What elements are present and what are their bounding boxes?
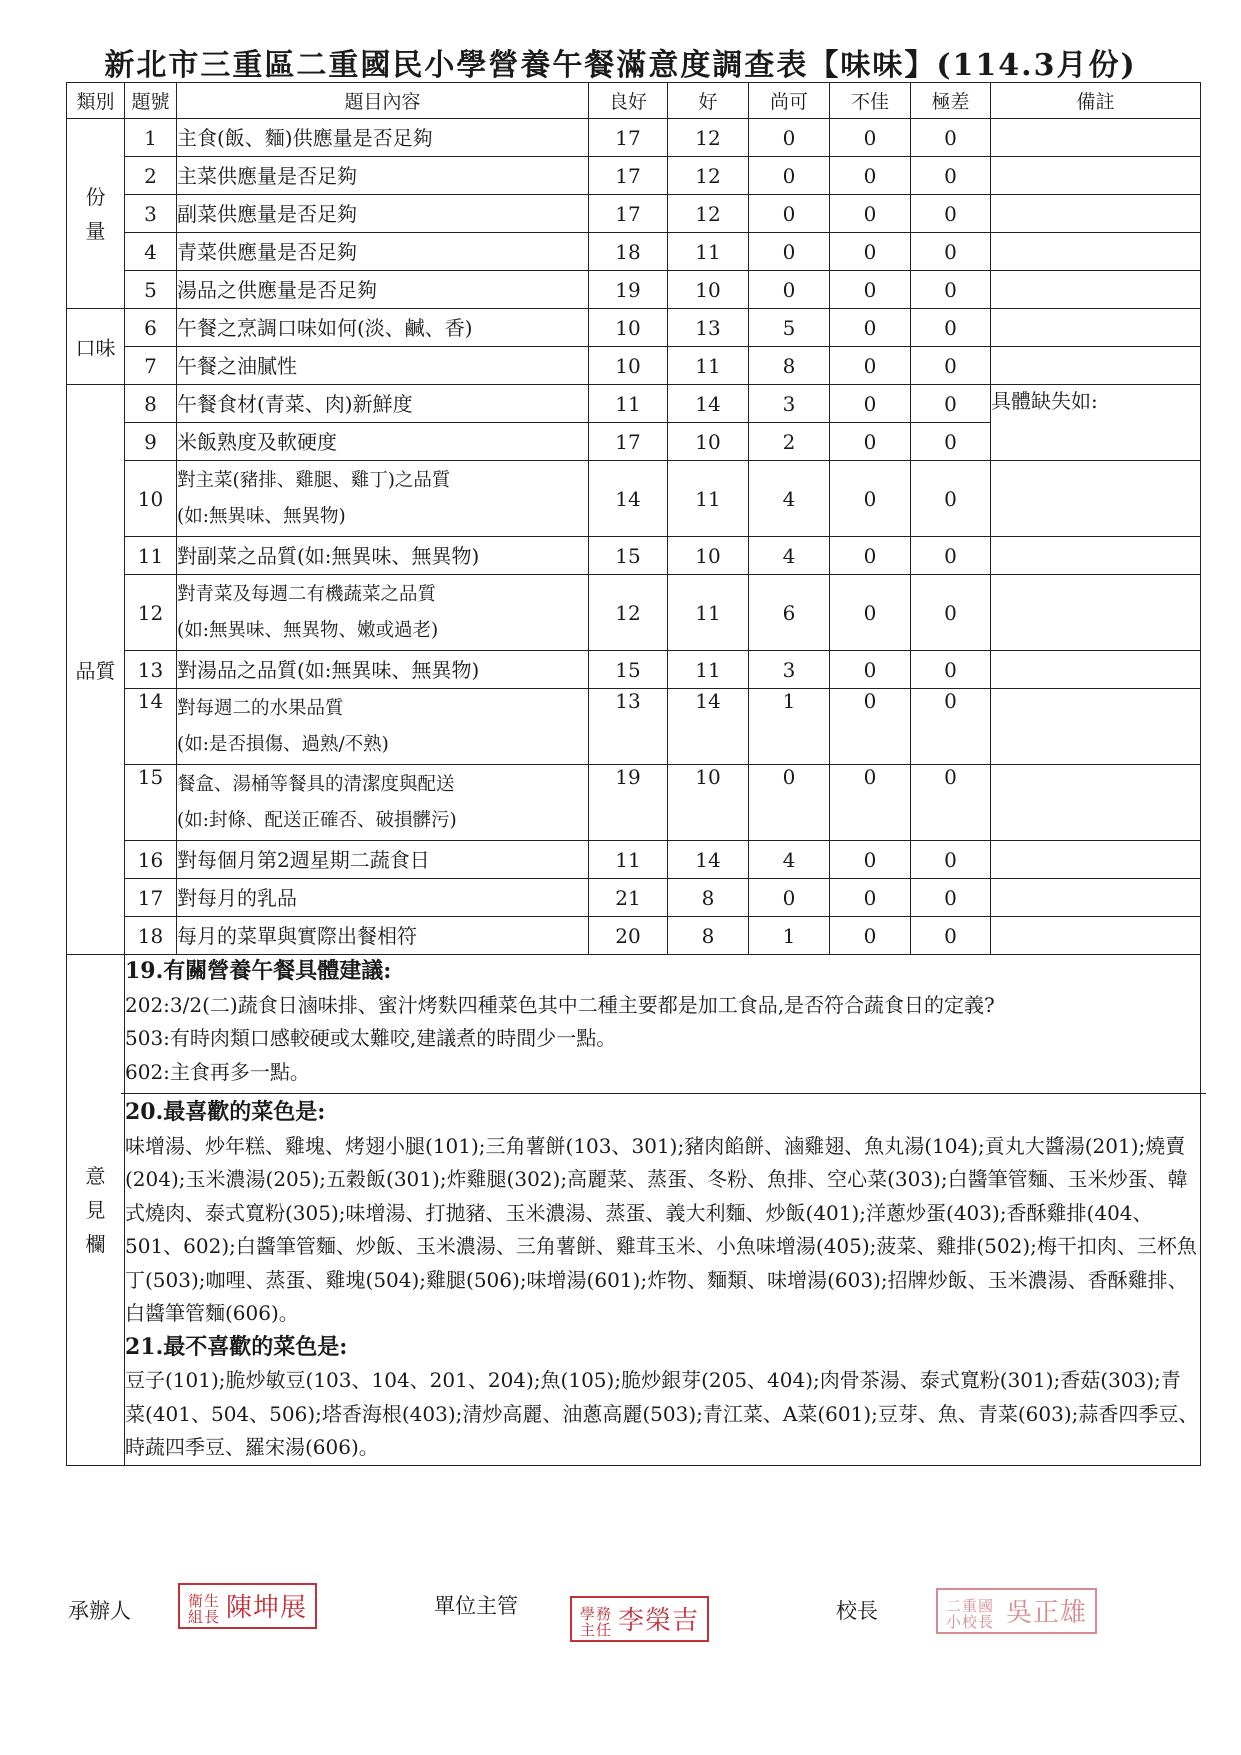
least-favorite-section xyxy=(125,1331,1200,1465)
header-category: 類別 xyxy=(67,83,125,119)
question-line: 主食(飯、麵)供應量是否足夠 xyxy=(177,125,433,150)
category-taste xyxy=(67,309,125,385)
rating-fair-count: 8 xyxy=(749,347,830,385)
rating-very-poor-count: 0 xyxy=(911,575,991,651)
question-number: 12 xyxy=(125,575,177,651)
rating-poor-count: 0 xyxy=(830,119,911,157)
supervisor-stamp-title: 學務主任 xyxy=(580,1605,613,1639)
rating-very-poor-count: 0 xyxy=(911,879,991,917)
question-text xyxy=(177,423,589,461)
rating-very-poor-count: 0 xyxy=(911,765,991,841)
survey-table xyxy=(66,82,1201,1466)
rating-very-poor-count: 0 xyxy=(911,537,991,575)
rating-good-count: 14 xyxy=(668,841,749,879)
rating-good-count: 11 xyxy=(668,575,749,651)
rating-very-poor-count: 0 xyxy=(911,347,991,385)
question-line: 午餐之油膩性 xyxy=(177,353,297,378)
rating-good-count: 14 xyxy=(668,385,749,423)
rating-excellent-count: 14 xyxy=(589,461,668,537)
question-text xyxy=(177,461,589,537)
rating-fair-count: 0 xyxy=(749,119,830,157)
table-row xyxy=(67,461,1201,537)
question-text xyxy=(177,385,589,423)
handler-stamp-name: 陳坤展 xyxy=(226,1593,308,1623)
rating-good-count: 12 xyxy=(668,119,749,157)
rating-very-poor-count: 0 xyxy=(911,271,991,309)
rating-excellent-count: 17 xyxy=(589,195,668,233)
handler-stamp-title: 衛生組長 xyxy=(188,1592,221,1626)
category-label: 意見欄 xyxy=(85,1163,106,1256)
rating-excellent-count: 10 xyxy=(589,347,668,385)
supervisor-label: 單位主管 xyxy=(434,1594,518,1618)
rating-fair-count: 5 xyxy=(749,309,830,347)
rating-very-poor-count: 0 xyxy=(911,157,991,195)
opinion-row xyxy=(67,955,1201,1466)
remarks-cell xyxy=(991,233,1201,271)
remarks-cell xyxy=(991,271,1201,309)
question-text xyxy=(177,157,589,195)
question-line: 午餐食材(青菜、肉)新鮮度 xyxy=(177,391,413,416)
rating-fair-count: 3 xyxy=(749,385,830,423)
question-number: 5 xyxy=(125,271,177,309)
header-rating-very-poor: 極差 xyxy=(911,83,991,119)
question-line: 對每週二的水果品質 xyxy=(177,697,344,719)
rating-poor-count: 0 xyxy=(830,233,911,271)
rating-good-count: 11 xyxy=(668,461,749,537)
question-number: 1 xyxy=(125,119,177,157)
rating-fair-count: 1 xyxy=(749,689,830,765)
rating-fair-count: 4 xyxy=(749,461,830,537)
rating-poor-count: 0 xyxy=(830,309,911,347)
question-text xyxy=(177,347,589,385)
table-row xyxy=(67,841,1201,879)
rating-fair-count: 2 xyxy=(749,423,830,461)
rating-good-count: 10 xyxy=(668,271,749,309)
header-content: 題目內容 xyxy=(177,83,589,119)
rating-poor-count: 0 xyxy=(830,347,911,385)
question-line: (如:封條、配送正確否、破損髒污) xyxy=(177,809,457,831)
question-line: 對青菜及每週二有機蔬菜之品質 xyxy=(177,583,437,605)
rating-very-poor-count: 0 xyxy=(911,233,991,271)
table-row xyxy=(67,765,1201,841)
question-number: 6 xyxy=(125,309,177,347)
question-text xyxy=(177,119,589,157)
header-rating-fair: 尚可 xyxy=(749,83,830,119)
question-text xyxy=(177,575,589,651)
remarks-cell xyxy=(991,879,1201,917)
rating-poor-count: 0 xyxy=(830,461,911,537)
question-text xyxy=(177,917,589,955)
rating-poor-count: 0 xyxy=(830,575,911,651)
rating-very-poor-count: 0 xyxy=(911,461,991,537)
header-remarks: 備註 xyxy=(991,83,1201,119)
rating-fair-count: 0 xyxy=(749,765,830,841)
question-number: 8 xyxy=(125,385,177,423)
question-line: 對每個月第2週星期二蔬食日 xyxy=(177,847,430,872)
rating-excellent-count: 17 xyxy=(589,119,668,157)
supervisor-stamp-name: 李榮吉 xyxy=(618,1606,700,1636)
remarks-cell xyxy=(991,765,1201,841)
table-row xyxy=(67,271,1201,309)
table-row xyxy=(67,119,1201,157)
rating-good-count: 14 xyxy=(668,689,749,765)
rating-very-poor-count: 0 xyxy=(911,423,991,461)
rating-good-count: 11 xyxy=(668,233,749,271)
rating-excellent-count: 20 xyxy=(589,917,668,955)
rating-excellent-count: 13 xyxy=(589,689,668,765)
suggestions-heading: 19.有關營養午餐具體建議: xyxy=(125,958,392,984)
table-row xyxy=(67,385,1201,423)
suggestions-section xyxy=(125,955,1200,1089)
rating-good-count: 11 xyxy=(668,651,749,689)
rating-fair-count: 0 xyxy=(749,879,830,917)
remarks-cell xyxy=(991,537,1201,575)
question-text xyxy=(177,195,589,233)
category-opinion xyxy=(67,955,125,1466)
question-number: 11 xyxy=(125,537,177,575)
question-number: 18 xyxy=(125,917,177,955)
rating-good-count: 12 xyxy=(668,157,749,195)
principal-stamp-title: 二重國小校長 xyxy=(946,1597,995,1631)
page-title: 新北市三重區二重國民小學營養午餐滿意度調查表【味味】(114.3月份) xyxy=(104,48,1137,83)
rating-fair-count: 0 xyxy=(749,157,830,195)
table-row xyxy=(67,575,1201,651)
rating-good-count: 11 xyxy=(668,347,749,385)
question-number: 14 xyxy=(125,689,177,765)
opinion-content xyxy=(125,955,1201,1466)
rating-excellent-count: 15 xyxy=(589,537,668,575)
rating-good-count: 12 xyxy=(668,195,749,233)
question-text xyxy=(177,271,589,309)
handler-stamp xyxy=(178,1583,317,1629)
header-row xyxy=(67,83,1201,119)
rating-poor-count: 0 xyxy=(830,879,911,917)
question-line: 對湯品之品質(如:無異味、無異物) xyxy=(177,657,480,682)
question-line: 青菜供應量是否足夠 xyxy=(177,239,357,264)
question-number: 9 xyxy=(125,423,177,461)
suggestion-item: 202:3/2(二)蔬食日滷味排、蜜汁烤麩四種菜色其中二種主要都是加工食品,是否符合蔬食日的定義? xyxy=(125,992,995,1017)
question-line: 每月的菜單與實際出餐相符 xyxy=(177,923,417,948)
question-text xyxy=(177,689,589,765)
remarks-cell xyxy=(991,195,1201,233)
least-favorite-heading: 21.最不喜歡的菜色是: xyxy=(125,1333,348,1360)
question-number: 15 xyxy=(125,765,177,841)
handler-label: 承辦人 xyxy=(68,1599,131,1623)
rating-poor-count: 0 xyxy=(830,689,911,765)
question-number: 13 xyxy=(125,651,177,689)
rating-excellent-count: 17 xyxy=(589,423,668,461)
table-row xyxy=(67,157,1201,195)
rating-fair-count: 6 xyxy=(749,575,830,651)
question-line: 米飯熟度及軟硬度 xyxy=(177,429,337,454)
rating-fair-count: 4 xyxy=(749,841,830,879)
rating-excellent-count: 10 xyxy=(589,309,668,347)
suggestion-item: 602:主食再多一點。 xyxy=(125,1059,310,1084)
question-number: 2 xyxy=(125,157,177,195)
rating-excellent-count: 21 xyxy=(589,879,668,917)
question-line: 湯品之供應量是否足夠 xyxy=(177,277,377,302)
rating-fair-count: 4 xyxy=(749,537,830,575)
question-line: 副菜供應量是否足夠 xyxy=(177,201,357,226)
rating-very-poor-count: 0 xyxy=(911,917,991,955)
rating-fair-count: 3 xyxy=(749,651,830,689)
rating-poor-count: 0 xyxy=(830,385,911,423)
question-text xyxy=(177,651,589,689)
rating-excellent-count: 11 xyxy=(589,841,668,879)
remarks-cell xyxy=(991,461,1201,537)
header-rating-excellent: 良好 xyxy=(589,83,668,119)
table-row xyxy=(67,195,1201,233)
rating-good-count: 10 xyxy=(668,537,749,575)
rating-poor-count: 0 xyxy=(830,157,911,195)
rating-excellent-count: 12 xyxy=(589,575,668,651)
question-text xyxy=(177,765,589,841)
rating-poor-count: 0 xyxy=(830,765,911,841)
question-text xyxy=(177,309,589,347)
category-label: 份量 xyxy=(85,184,106,243)
rating-poor-count: 0 xyxy=(830,271,911,309)
favorite-dishes-text: 味增湯、炒年糕、雞塊、烤翅小腿(101);三角薯餅(103、301);豬肉餡餅、滷雞翅、魚丸湯(104);貢丸大醬湯(201);燒賣(204);玉米濃湯(205);五穀飯(301);炸雞腿(302);高麗菜、蒸蛋、冬粉、魚排、空心菜(303);白醬筆管麵、玉米炒蛋、韓式燒肉、泰式寬粉(305);味增湯、打拋豬、玉米濃湯、蒸蛋、義大利麵、炒飯(401);洋蔥炒蛋(403);香酥雞排(404、501、602);白醬筆管麵、炒飯、玉米濃湯、三角薯餅、雞茸玉米、小魚味增湯(405);菠菜、雞排(502);梅干扣肉、三杯魚丁(503);咖哩、蒸蛋、雞塊(504);雞腿(506);味增湯(601);炸物、麵類、味增湯(603);招牌炒飯、玉米濃湯、香酥雞排、白醬筆管麵(606)。 xyxy=(125,1133,1197,1325)
remarks-note: 具體缺失如: xyxy=(991,385,1201,461)
rating-excellent-count: 19 xyxy=(589,765,668,841)
question-line: 主菜供應量是否足夠 xyxy=(177,163,357,188)
header-number: 題號 xyxy=(125,83,177,119)
table-row xyxy=(67,347,1201,385)
question-line: 餐盒、湯桶等餐具的清潔度與配送 xyxy=(177,773,455,795)
question-number: 7 xyxy=(125,347,177,385)
remarks-cell xyxy=(991,157,1201,195)
remarks-cell xyxy=(991,689,1201,765)
remarks-cell xyxy=(991,347,1201,385)
rating-fair-count: 0 xyxy=(749,233,830,271)
rating-good-count: 8 xyxy=(668,879,749,917)
table-row xyxy=(67,233,1201,271)
rating-excellent-count: 18 xyxy=(589,233,668,271)
rating-very-poor-count: 0 xyxy=(911,651,991,689)
question-number: 4 xyxy=(125,233,177,271)
question-line: 對每月的乳品 xyxy=(177,885,297,910)
table-row xyxy=(67,917,1201,955)
table-row xyxy=(67,651,1201,689)
rating-good-count: 13 xyxy=(668,309,749,347)
supervisor-stamp xyxy=(570,1596,709,1642)
table-row xyxy=(67,309,1201,347)
rating-poor-count: 0 xyxy=(830,651,911,689)
table-row xyxy=(67,537,1201,575)
category-quality xyxy=(67,385,125,955)
rating-fair-count: 0 xyxy=(749,271,830,309)
remarks-cell xyxy=(991,575,1201,651)
category-portion xyxy=(67,119,125,309)
rating-very-poor-count: 0 xyxy=(911,385,991,423)
rating-fair-count: 1 xyxy=(749,917,830,955)
table-row xyxy=(67,879,1201,917)
question-number: 17 xyxy=(125,879,177,917)
table-row xyxy=(67,689,1201,765)
remarks-cell xyxy=(991,841,1201,879)
rating-poor-count: 0 xyxy=(830,195,911,233)
rating-very-poor-count: 0 xyxy=(911,309,991,347)
question-line: 對副菜之品質(如:無異味、無異物) xyxy=(177,543,480,568)
rating-excellent-count: 11 xyxy=(589,385,668,423)
rating-good-count: 10 xyxy=(668,765,749,841)
principal-stamp xyxy=(936,1588,1097,1634)
question-text xyxy=(177,233,589,271)
question-text xyxy=(177,841,589,879)
rating-very-poor-count: 0 xyxy=(911,119,991,157)
question-line: 午餐之烹調口味如何(淡、鹹、香) xyxy=(177,315,473,340)
rating-excellent-count: 17 xyxy=(589,157,668,195)
rating-fair-count: 0 xyxy=(749,195,830,233)
rating-poor-count: 0 xyxy=(830,841,911,879)
question-number: 10 xyxy=(125,461,177,537)
category-label: 品質 xyxy=(75,659,116,683)
principal-label: 校長 xyxy=(836,1599,878,1623)
rating-very-poor-count: 0 xyxy=(911,841,991,879)
rating-poor-count: 0 xyxy=(830,423,911,461)
question-text xyxy=(177,537,589,575)
question-text xyxy=(177,879,589,917)
question-line: (如:是否損傷、過熟/不熟) xyxy=(177,733,389,755)
rating-poor-count: 0 xyxy=(830,917,911,955)
principal-stamp-name: 吳正雄 xyxy=(1006,1598,1088,1628)
question-line: (如:無異味、無異物、嫩或過老) xyxy=(177,619,439,641)
suggestion-item: 503:有時肉類口感較硬或太難咬,建議煮的時間少一點。 xyxy=(125,1026,617,1050)
rating-very-poor-count: 0 xyxy=(911,195,991,233)
category-label: 口味 xyxy=(75,336,116,360)
rating-good-count: 10 xyxy=(668,423,749,461)
favorite-dishes-section xyxy=(121,1093,1206,1331)
rating-excellent-count: 15 xyxy=(589,651,668,689)
rating-poor-count: 0 xyxy=(830,537,911,575)
remarks-cell xyxy=(991,309,1201,347)
remarks-cell xyxy=(991,917,1201,955)
least-favorite-text: 豆子(101);脆炒敏豆(103、104、201、204);魚(105);脆炒銀芽(205、404);肉骨茶湯、泰式寬粉(301);香菇(303);青菜(401、504、506);塔香海根(403);清炒高麗、油蔥高麗(503);青江菜、A菜(601);豆芽、魚、青菜(603);蒜香四季豆、時蔬四季豆、羅宋湯(606)。 xyxy=(125,1368,1199,1459)
remarks-cell xyxy=(991,651,1201,689)
remarks-cell xyxy=(991,119,1201,157)
question-number: 3 xyxy=(125,195,177,233)
question-number: 16 xyxy=(125,841,177,879)
question-line: (如:無異味、無異物) xyxy=(177,505,346,527)
rating-good-count: 8 xyxy=(668,917,749,955)
question-line: 對主菜(豬排、雞腿、雞丁)之品質 xyxy=(177,469,451,491)
header-rating-good: 好 xyxy=(668,83,749,119)
rating-very-poor-count: 0 xyxy=(911,689,991,765)
header-rating-poor: 不佳 xyxy=(830,83,911,119)
favorite-dishes-heading: 20.最喜歡的菜色是: xyxy=(125,1099,326,1125)
rating-excellent-count: 19 xyxy=(589,271,668,309)
